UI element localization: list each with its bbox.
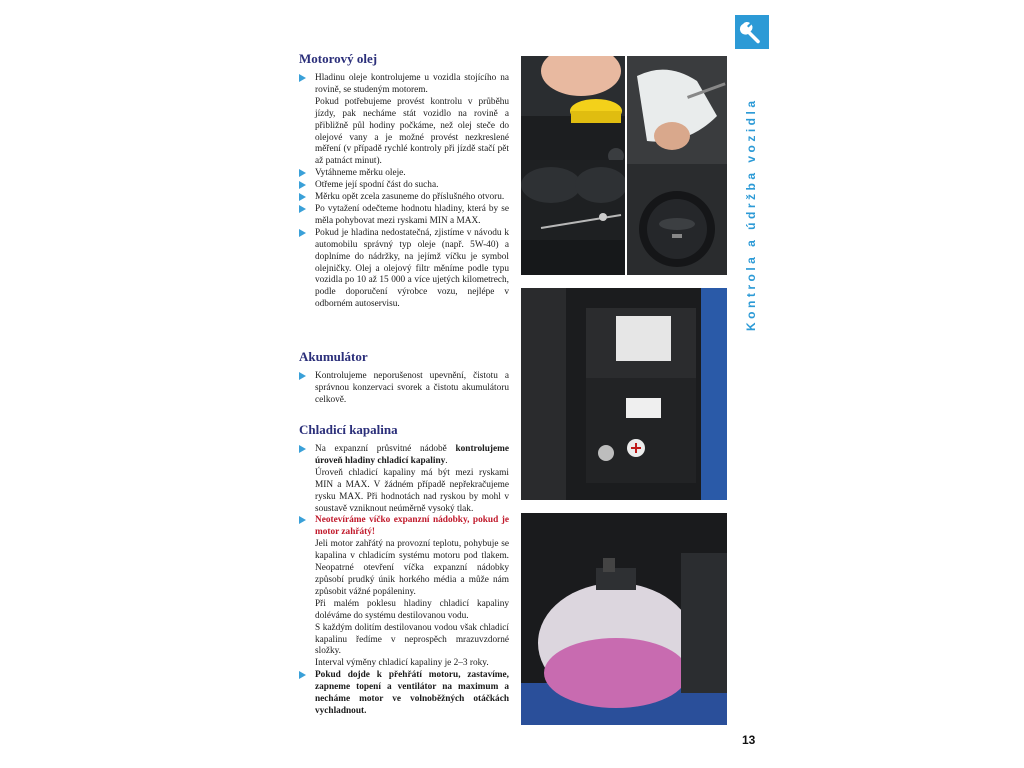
list-item bbox=[299, 444, 509, 515]
warning-text: Neotevíráme víčko expanzní nádobky, pokud je motor zahřátý! bbox=[315, 515, 509, 538]
oil-list bbox=[299, 73, 509, 311]
bullet-arrow-icon bbox=[299, 229, 306, 237]
item-text: Kontrolujeme neporušenost upevnění, čistotu a správnou konzervaci svorek a čistotu akumulátoru celkově. bbox=[315, 371, 509, 405]
bullet-arrow-icon bbox=[299, 445, 306, 453]
item-text: Pokud dojde k přehřátí motoru, zastavíme, zapneme topení a ventilátor na maximum a necháme motor ve volnoběžných otáčkách vychladnout. bbox=[315, 670, 509, 716]
photo-dipstick-wipe bbox=[627, 56, 727, 164]
list-item bbox=[299, 228, 509, 311]
item-text: Vytáhneme měrku oleje. bbox=[315, 168, 406, 179]
photo-oil-filler-cap bbox=[627, 164, 727, 275]
list-item bbox=[299, 515, 509, 670]
list-item bbox=[299, 371, 509, 407]
photo-dipstick-engine bbox=[521, 160, 625, 275]
coolant-heading: Chladicí kapalina bbox=[299, 422, 398, 437]
section-tab bbox=[735, 15, 769, 49]
coolant-section bbox=[299, 423, 509, 718]
photo-coolant-reservoir bbox=[521, 513, 727, 725]
item-text: Měrku opět zcela zasuneme do příslušného otvoru. bbox=[315, 192, 505, 203]
item-text: Pokud je hladina nedostatečná, zjistíme v návodu k automobilu správný typ oleje (např. 5W-40) a doplníme do nádržky, na jejímž víčku je symbol olejničky. Olej a olejový filtr měníme podle typu vozidla po 10 až 15 000 a více ujetých kilometrech, podle doporučení výrobce vozu, nejlépe v odborném autoservisu. bbox=[315, 227, 509, 310]
item-text: Otřeme její spodní část do sucha. bbox=[315, 180, 439, 191]
wrench-icon bbox=[735, 15, 769, 49]
battery-section bbox=[299, 350, 509, 407]
photo-battery bbox=[521, 288, 727, 500]
item-text: Jeli motor zahřátý na provozní teplotu, pohybuje se kapalina v chladicím systému motoru pod tlakem. Neopatrné otevření víčka expanzní nádobky způsobí prudký únik horkého média a může nám způsobit vážné popáleniny. bbox=[315, 539, 509, 597]
list-item bbox=[299, 168, 509, 180]
item-text: S každým dolitím destilovanou vodou však chladicí kapalinu ředíme v neprospěch mrazuvzdorné složky. bbox=[315, 622, 509, 657]
coolant-list bbox=[299, 444, 509, 718]
list-item bbox=[299, 670, 509, 718]
bullet-arrow-icon bbox=[299, 193, 306, 201]
list-item bbox=[299, 192, 509, 204]
photo-oil-cap bbox=[521, 56, 625, 160]
bullet-arrow-icon bbox=[299, 516, 306, 524]
item-text: Hladinu oleje kontrolujeme u vozidla stojícího na rovině, se studeným motorem. bbox=[315, 73, 509, 95]
battery-list bbox=[299, 371, 509, 407]
battery-heading: Akumulátor bbox=[299, 349, 368, 364]
bullet-arrow-icon bbox=[299, 74, 306, 82]
page-number: 13 bbox=[742, 733, 756, 747]
side-section-title: Kontrola a údržba vozidla bbox=[744, 97, 758, 331]
list-item bbox=[299, 180, 509, 192]
list-item bbox=[299, 204, 509, 228]
item-text: Úroveň chladicí kapaliny má být mezi ryskami MIN a MAX. V žádném případě nepřekračujeme rysku MAX. Při hodnotách nad ryskou by mohl v soustavě vzniknout neúměrně vysoký tlak. bbox=[315, 467, 509, 514]
oil-section bbox=[299, 52, 509, 311]
item-text: Po vytažení odečteme hodnotu hladiny, která by se měla pohybovat mezi ryskami MIN a MAX. bbox=[315, 203, 509, 226]
bullet-arrow-icon bbox=[299, 205, 306, 213]
item-text: Na expanzní průsvitné nádobě kontrolujeme úroveň hladiny chladicí kapaliny. bbox=[315, 444, 509, 466]
item-text: Pokud potřebujeme provést kontrolu v průběhu jízdy, pak necháme stát vozidlo na rovině a přibližně půl hodiny počkáme, než olej steče do olejové vany a je možné provést nezkreslené měření (v případě rychlé kontroly při jízdě stačí pět až patnáct minut). bbox=[315, 96, 509, 167]
bullet-arrow-icon bbox=[299, 169, 306, 177]
item-text: Při malém poklesu hladiny chladicí kapaliny doléváme do systému destilovanou vodu. bbox=[315, 598, 509, 621]
oil-heading: Motorový olej bbox=[299, 51, 378, 66]
bullet-arrow-icon bbox=[299, 181, 306, 189]
list-item bbox=[299, 73, 509, 168]
item-text: Interval výměny chladicí kapaliny je 2–3 roky. bbox=[315, 658, 489, 669]
bullet-arrow-icon bbox=[299, 372, 306, 380]
bullet-arrow-icon bbox=[299, 671, 306, 679]
